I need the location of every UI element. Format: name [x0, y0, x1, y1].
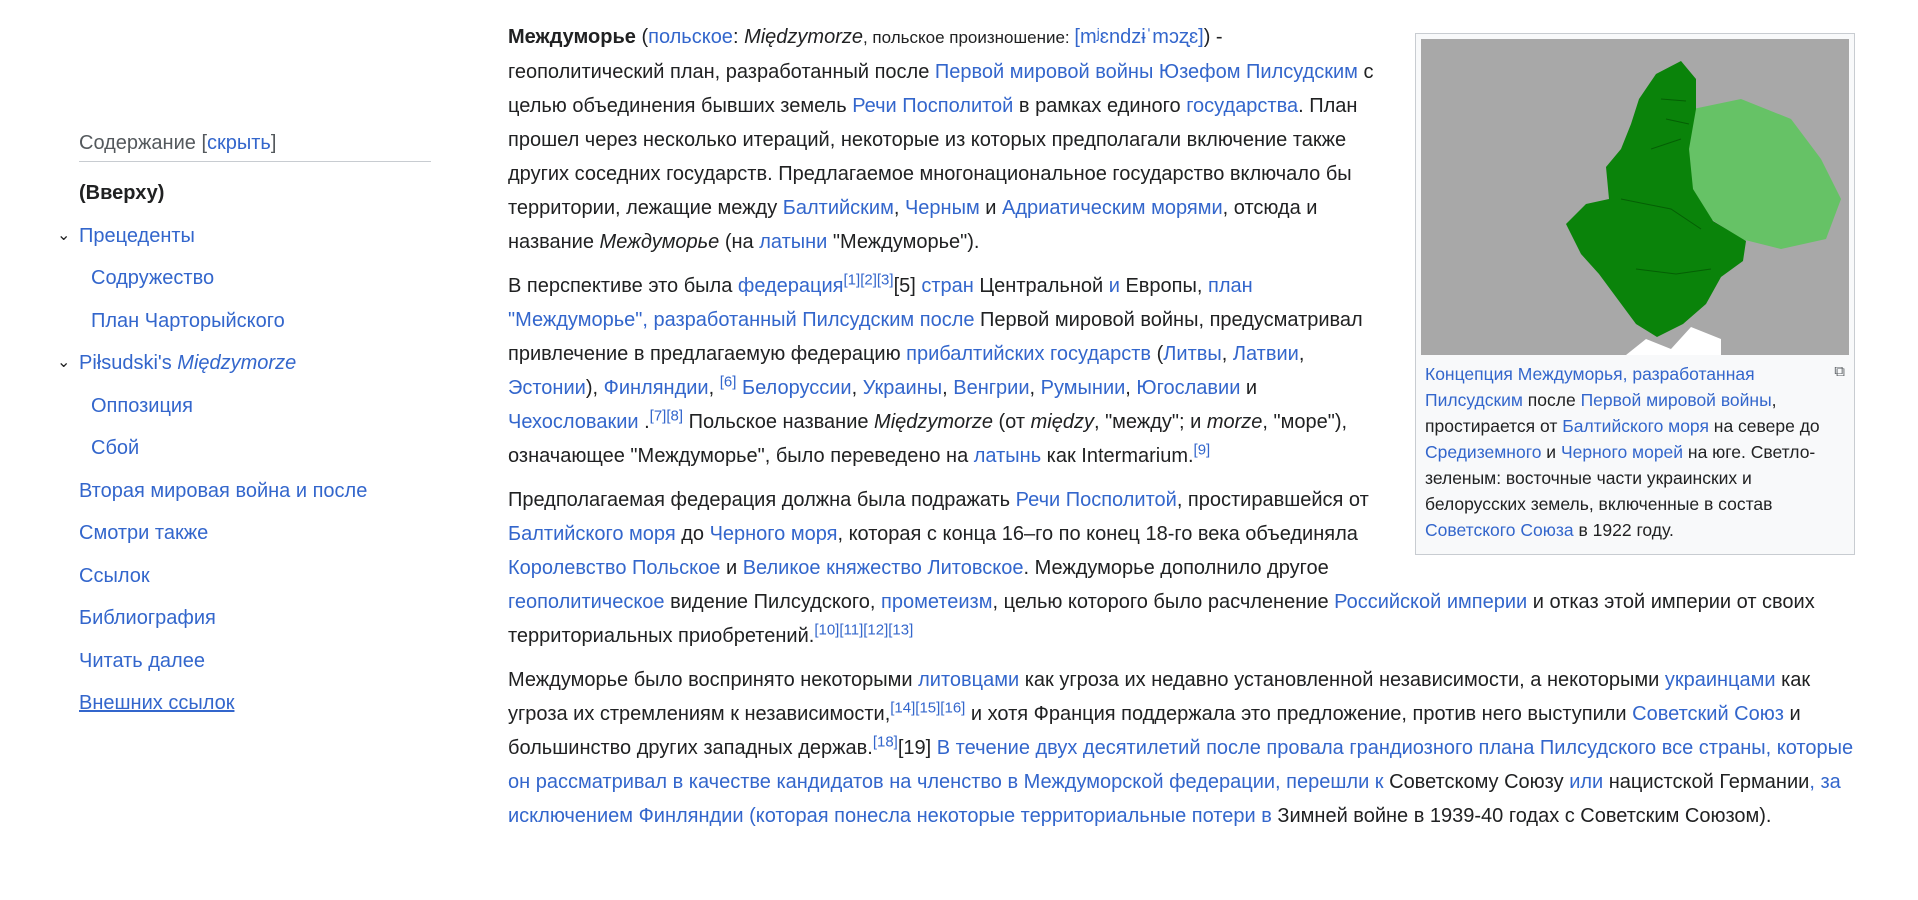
link-russian-empire[interactable]: Российской империи: [1334, 591, 1528, 613]
link-federation[interactable]: федерация: [737, 275, 844, 297]
intermarium-map[interactable]: [1421, 39, 1849, 355]
citation-9[interactable]: [9]: [1193, 441, 1211, 459]
link-yugoslavia[interactable]: Югославии: [1136, 377, 1241, 399]
caption-link-baltic-sea[interactable]: Балтийского моря: [1562, 416, 1709, 436]
paragraph-commonwealth: Предполагаемая федерация должна была подражать Речи Посполитой, простиравшейся от Балтийского моря до Черного моря, которая с конца 16–го по конец 18-го века объединяла Королевство Польское и Великое княжество Литовское. Междуморье дополнило другое геополитическое видение Пилсудского, прометеизм, целью которого было расчленение Российской империи и отказ этой империи от своих территориальных приобретений.[10][11][12][13]: [508, 489, 1815, 647]
link-commonwealth-2[interactable]: Речи Посполитой: [1015, 489, 1177, 511]
toc-item-references[interactable]: Ссылок: [79, 564, 150, 587]
enlarge-icon[interactable]: ⧉: [1834, 363, 1845, 380]
caption-link-soviet-union[interactable]: Советского Союза: [1425, 520, 1574, 540]
toc-item-ww2-and-after[interactable]: Вторая мировая война и после: [79, 479, 368, 502]
link-countries[interactable]: стран: [921, 275, 974, 297]
paragraph-opposition: Междуморье было воспринято некоторыми литовцами как угроза их недавно установленной независимости, а некоторыми украинцами как угроза их стремлениям к независимости,[14][15][16] и хотя Франция поддержала это предложение, против него выступили Советский Союз и большинство других западных держав.[18][19] В течение двух десятилетий после провала грандиозного плана Пилсудского все страны, которые он рассматривал в качестве кандидатов на членство в Междуморской федерации, перешли к Советскому Союзу или нацистской Германии, за исключением Финляндии (которая понесла некоторые территориальные потери в Зимней войне в 1939-40 годах с Советским Союзом).: [508, 669, 1854, 827]
link-plan-miedzymorze[interactable]: план "Междуморье", разработанный Пилсудским после: [508, 275, 1253, 331]
toc-item-further-reading[interactable]: Читать далее: [79, 649, 205, 672]
citation-7-8[interactable]: [7][8]: [649, 407, 684, 425]
infobox-figure: [1415, 33, 1855, 555]
link-czechoslovakia[interactable]: Чехословакии: [508, 411, 639, 433]
link-state[interactable]: государства: [1186, 95, 1299, 117]
toc-hide-toggle[interactable]: скрыть: [207, 132, 271, 154]
citation-1-3[interactable]: [1][2][3]: [843, 271, 894, 289]
link-lithuania[interactable]: Литвы: [1163, 343, 1222, 365]
link-black[interactable]: Черным: [904, 197, 980, 219]
paragraph-federation: В перспективе это была федерация[1][2][3][5] стран Центральной и Европы, план "Междуморье", разработанный Пилсудским после Первой мировой войны, предусматривал привлечение в предлагаемую федерацию прибалтийских государств (Литвы, Латвии, Эстонии), Финляндии, [6] Белоруссии, Украины, Венгрии, Румынии, Югославии и Чехословакии .[7][8] Польское название Międzymorze (от między, "между"; и morze, "море"), означающее "Междуморье", было переведено на латынь как Intermarium.[9]: [508, 271, 1363, 467]
ipa-pronunciation[interactable]: [mʲɛndzɨˈmɔʐɛ]: [1074, 26, 1204, 48]
citation-10-13[interactable]: [10][11][12][13]: [814, 621, 914, 639]
link-soviet-union[interactable]: Советский Союз: [1632, 703, 1784, 725]
citation-18[interactable]: [18]: [872, 733, 898, 751]
caption-link-black-sea[interactable]: Черного морей: [1560, 442, 1684, 462]
chevron-down-icon[interactable]: ⌄: [57, 226, 71, 244]
caption-link-ww1[interactable]: Первой мировой войны: [1580, 390, 1772, 410]
link-latvia[interactable]: Латвии: [1232, 343, 1299, 365]
link-kingdom-poland[interactable]: Королевство Польское: [508, 557, 721, 579]
link-and[interactable]: и: [1108, 275, 1120, 297]
link-or[interactable]: или: [1569, 771, 1604, 793]
toc-item-czartoryski-plan[interactable]: План Чарторыйского: [91, 309, 285, 332]
link-polish[interactable]: польское: [648, 26, 733, 48]
link-except-finland[interactable]: , за исключением Финляндии (которая понесла некоторые территориальные потери в: [508, 771, 1841, 827]
link-baltic-states[interactable]: прибалтийских государств: [906, 343, 1152, 365]
citation-14-16[interactable]: [14][15][16]: [890, 699, 966, 717]
infobox-caption: ⧉ Концепция Междуморья, разработанная Пилсудским после Первой мировой войны, простирается от Балтийского моря на севере до Средиземного и Черного морей на юге. Светло-зеленым: восточные части украинских и белорусских земель, включенные в состав Советского Союза в 1922 году.: [1421, 355, 1849, 549]
link-hungary[interactable]: Венгрии: [953, 377, 1030, 399]
toc-item-commonwealth[interactable]: Содружество: [91, 267, 215, 289]
link-adriatic[interactable]: Адриатическим морями: [1002, 197, 1223, 219]
link-ukrainians[interactable]: украинцами: [1664, 669, 1776, 691]
toc-item-top[interactable]: (Вверху): [79, 182, 165, 204]
link-estonia[interactable]: Эстонии: [508, 377, 586, 399]
toc-item-precedents[interactable]: ⌄ Прецеденты: [79, 215, 431, 258]
toc-item-pilsudski-miedzymorze[interactable]: ⌄ Piłsudski's Międzymorze: [79, 342, 431, 385]
paragraph-intro: Междуморье (польское: Międzymorze, польское произношение: [mʲɛndzɨˈmɔʐɛ]) - геополитический план, разработанный после Первой мировой войны Юзефом Пилсудским с целью объединения бывших земель Речи Посполитой в рамках единого государства. План прошел через несколько итераций, некоторые из которых предполагали включение также других соседних государств. Предлагаемое многонациональное государство включало бы территории, лежащие между Балтийским, Черным и Адриатическим морями, отсюда и название Междуморье (на латыни "Междуморье").: [508, 26, 1374, 253]
article-content: [508, 20, 1855, 843]
caption-link-mediterranean[interactable]: Средиземного: [1425, 442, 1542, 462]
link-two-decades[interactable]: В течение двух десятилетий после провала грандиозного плана Пилсудского все страны, которые он рассматривал в качестве кандидатов на членство в Междуморской федерации, перешли к: [508, 737, 1854, 793]
link-commonwealth[interactable]: Речи Посполитой: [852, 95, 1014, 117]
toc-header: Содержание [скрыть]: [79, 132, 431, 162]
citation-6[interactable]: [6]: [719, 373, 737, 391]
link-baltic[interactable]: Балтийским: [782, 197, 894, 219]
toc-item-failure[interactable]: Сбой: [91, 437, 140, 459]
link-geopolitical[interactable]: геополитическое: [508, 591, 665, 613]
link-latin-language[interactable]: латынь: [973, 445, 1042, 467]
toc-item-bibliography[interactable]: Библиография: [79, 607, 216, 629]
toc-title: Содержание: [79, 132, 196, 154]
caption-link-concept[interactable]: Концепция Междуморья, разработанная Пилсудским: [1425, 364, 1755, 410]
toc-item-opposition[interactable]: Оппозиция: [91, 394, 193, 417]
toc-item-external-links[interactable]: Внешних ссылок: [79, 692, 235, 714]
link-latin[interactable]: латыни: [759, 231, 828, 253]
link-romania[interactable]: Румынии: [1040, 377, 1126, 399]
link-grand-duchy-lithuania[interactable]: Великое княжество Литовское: [742, 557, 1024, 579]
table-of-contents: [57, 132, 431, 725]
link-ukraine[interactable]: Украины: [862, 377, 943, 399]
link-belarus[interactable]: Белоруссии: [741, 377, 852, 399]
link-baltic-sea[interactable]: Балтийского моря: [508, 523, 676, 545]
link-ww1-pilsudski[interactable]: Первой мировой войны Юзефом Пилсудским: [934, 61, 1358, 83]
chevron-down-icon[interactable]: ⌄: [57, 354, 71, 371]
link-lithuanians[interactable]: литовцами: [918, 669, 1020, 691]
link-black-sea[interactable]: Черного моря: [709, 523, 838, 545]
link-prometheism[interactable]: прометеизм: [881, 591, 993, 613]
toc-item-see-also[interactable]: Смотри также: [79, 522, 209, 544]
link-finland[interactable]: Финляндии: [603, 377, 709, 399]
